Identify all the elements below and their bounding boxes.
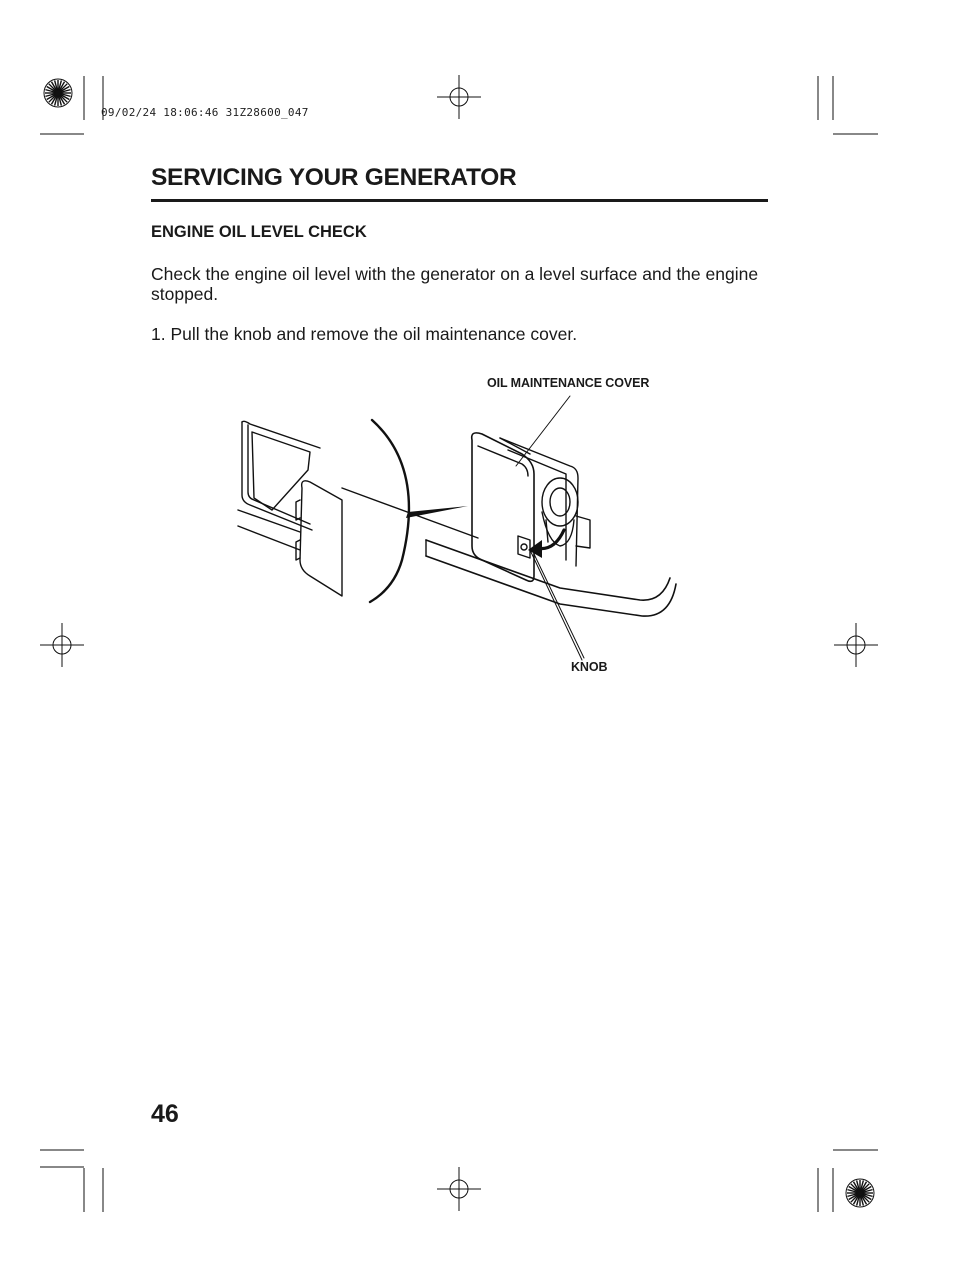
crosshair-mark [437,1167,481,1211]
title-rule [151,199,768,202]
starburst-target-bottom-right [846,1179,874,1207]
section-title: SERVICING YOUR GENERATOR [151,164,517,191]
print-stamp: 09/02/24 18:06:46 31Z28600_047 [101,106,309,119]
crosshair-mark [437,75,481,119]
crosshair-mark [834,623,878,667]
oil-cover-illustration [230,370,680,680]
starburst-target-top-left [44,79,72,107]
page-number: 46 [151,1100,179,1128]
callout-knob: KNOB [571,660,608,674]
crosshair-mark [40,623,84,667]
subsection-title: ENGINE OIL LEVEL CHECK [151,223,367,241]
callout-oil-maintenance-cover: OIL MAINTENANCE COVER [487,376,650,390]
paragraph-intro: Check the engine oil level with the generator on a level surface and the engine stopped. [151,264,759,304]
step-1: 1. Pull the knob and remove the oil maintenance cover. [151,324,578,344]
